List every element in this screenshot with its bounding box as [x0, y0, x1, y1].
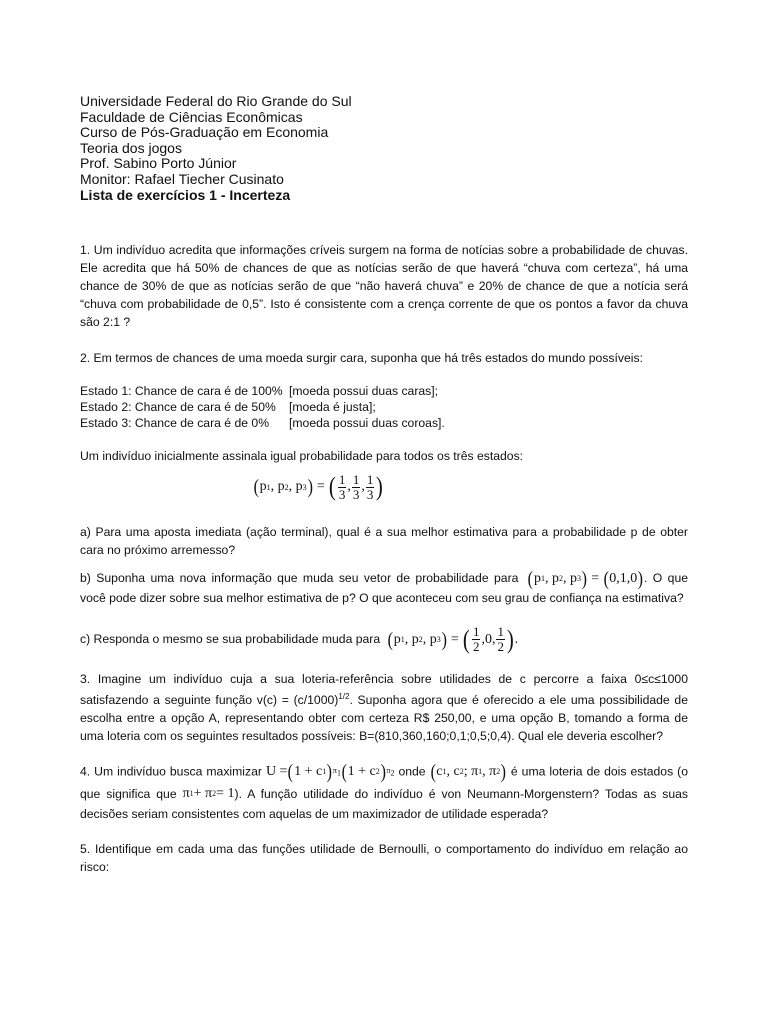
question-3: 3. Imagine um indivíduo cuja a sua loteria-referência sobre utilidades de c percorre a faixa 0≤c≤1000 satisfazendo a seguinte função $v(c) = (c/1000)^{1/2}$. Suponha agora que é oferecido a ele uma possibilidade de escolha entre a opção A, representando obter com certeza R$ 250,00, e uma opção B, tomando a forma de uma loteria com os seguintes resultados possíveis: B=(810,360,160;0,1;0,5;0,4). Qual ele deveria escolher?	[80, 671, 688, 743]
utility-equation: U = ( 1 + c 1 ) $\pi_1$ ( 1 + c 2 ) $\pi_2$	[265, 761, 395, 784]
university-name: Universidade Federal do Rio Grande do Sul	[80, 93, 352, 109]
question-2-intro: 2. Em termos de chances de uma moeda surgir cara, suponha que há três estados do mundo possíveis:	[80, 351, 643, 366]
list-title: Lista de exercícios 1 - Incerteza	[80, 186, 291, 203]
probability-sum-equation: π 1 + π 2 = 1	[182, 786, 235, 802]
monitor-name: Monitor: Rafael Tiecher Cusinato	[80, 170, 284, 187]
state-label: Estado 2: Chance de cara é de 50%	[80, 400, 276, 415]
course-name: Curso de Pós-Graduação em Economia	[80, 124, 329, 141]
professor-name: Prof. Sabino Porto Júnior	[80, 155, 237, 172]
prior-equation: ( p 1 , p 2 , p 3 ) = ( $\frac{1}{3}$ , $\frac{1}{3}$ , $\frac{1}{3}$ )	[253, 471, 384, 502]
question-5: 5. Identifique em cada uma das funções utilidade de Bernoulli, o comportamento do indivíduo em relação ao risco:	[80, 842, 688, 875]
vector-equation: ( p 1 , p 2 , p 3 ) = ( $\frac{1}{2}$ ,0, $\frac{1}{2}$ ) .	[387, 624, 519, 655]
states-list	[80, 383, 688, 431]
question-1: 1. Um indivíduo acredita que informações críveis surgem na forma de notícias sobre a probabilidade de chuvas. Ele acredita que há 50% de chances de que as notícias serão de que haverá “chuva com certeza”, há uma chance de 30% de que as notícias serão de que “não haverá chuva” e 20% de chance de que a notícia será “chuva com probabilidade de 0,5”. Isto é consistente com a crença corrente de que os pontos a favor da chuva são 2:1 ?	[80, 243, 688, 330]
question-2a: a) Para uma aposta imediata (ação terminal), qual é a sua melhor estimativa para a probabilidade p de obter cara no próximo arremesso?	[80, 525, 688, 558]
state-row	[80, 415, 688, 431]
vector-equation: ( p 1 , p 2 , p 3 ) = ( 0,1,0 )	[528, 568, 644, 591]
state-row	[80, 383, 688, 399]
state-label: Estado 3: Chance de cara é de 0%	[80, 416, 270, 431]
state-label: Estado 1: Chance de cara é de 100%	[80, 384, 283, 399]
state-row	[80, 399, 688, 415]
lottery-equation: ( c 1 , c 2 ; π 1 , π 2 )	[430, 761, 507, 784]
prior-text: Um indivíduo inicialmente assinala igual probabilidade para todos os três estados:	[80, 449, 524, 464]
question-2c: c) Responda o mesmo se sua probabilidade muda para ( p 1 , p 2 , p 3 ) = ( $\frac{1}{2}$ ,0, $\frac{1}{2}$ ) .	[80, 619, 688, 660]
document-page	[80, 94, 688, 876]
faculty-name: Faculdade de Ciências Econômicas	[80, 108, 303, 125]
document-header	[80, 94, 688, 203]
subject-name: Teoria dos jogos	[80, 139, 182, 156]
state-note: [moeda possui duas coroas].	[289, 416, 445, 431]
question-4: 4. Um indivíduo busca maximizar U = ( 1 + c 1 ) $\pi_1$ ( 1 + c 2 ) $\pi_2$ onde ( c 1 , c 2 ; π 1 , π 2 ) é uma loteria de dois estados (o que significa que π 1 + π 2 = 1). A função utilidade do indivíduo é von Neumann-Morgenstern? Todas as suas decisões seriam consistentes com aquelas de um maximizador de utilidade esperada?	[80, 761, 688, 822]
question-2b: b) Suponha uma nova informação que muda seu vetor de probabilidade para ( p 1 , p 2 , p 3 ) = ( 0,1,0 ) . O que você pode dizer sobre sua melhor estimativa de p? O que aconteceu com seu grau de confiança na estimativa?	[80, 568, 688, 606]
state-note: [moeda é justa];	[289, 400, 376, 415]
state-note: [moeda possui duas caras];	[289, 384, 439, 399]
